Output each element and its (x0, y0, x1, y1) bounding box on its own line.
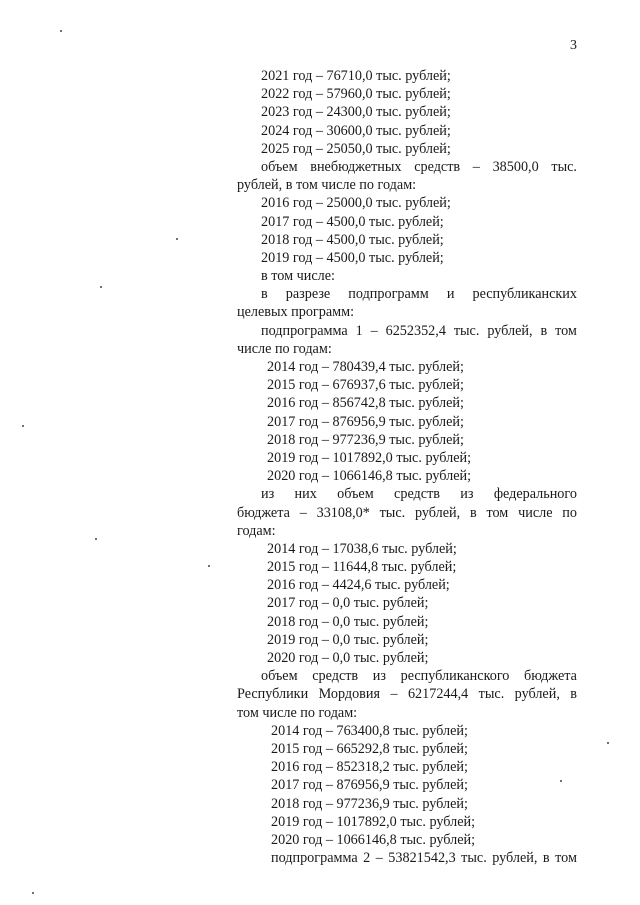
text-line: 2017 год – 0,0 тыс. рублей; (267, 595, 429, 612)
text-line: 2017 год – 876956,9 тыс. рублей; (267, 413, 464, 430)
text-word: средств (312, 668, 359, 685)
text-line: 2014 год – 780439,4 тыс. рублей; (267, 359, 464, 375)
text-word: в (261, 286, 268, 303)
text-word: числе (518, 504, 553, 521)
text-word: 33108,0* (316, 504, 370, 521)
text-word: тыс. (453, 322, 480, 339)
text-line: числе по годам: (237, 340, 332, 357)
text-word: федерального (493, 486, 577, 503)
text-line: в том числе: (261, 268, 335, 285)
text-line: 2019 год – 1017892,0 тыс. рублей; (271, 813, 476, 830)
scan-speck (22, 425, 24, 427)
text-line: 2015 год – 11644,8 тыс. рублей; (267, 559, 457, 576)
text-word: них (294, 486, 317, 503)
text-word: внебюджетных (310, 158, 402, 175)
text-word: 53821542,3 (388, 850, 456, 867)
text-word: рублей, (492, 850, 538, 867)
text-line: 2019 год – 1017892,0 тыс. рублей; (267, 449, 472, 466)
text-line: 2020 год – 1066146,8 тыс. рублей; (271, 831, 476, 848)
text-line (237, 285, 577, 303)
text-line (237, 685, 577, 703)
text-line: целевых программ: (237, 304, 355, 321)
text-word: тыс. (379, 504, 406, 521)
text-line: 2017 год – 876956,9 тыс. рублей; (271, 777, 468, 794)
text-word: в (570, 686, 577, 703)
scan-speck (208, 565, 210, 567)
text-line: 2025 год – 25050,0 тыс. рублей; (261, 140, 451, 157)
text-word: рублей, (514, 686, 560, 703)
text-word: и (446, 286, 455, 303)
text-word: в (542, 850, 550, 867)
text-line (237, 849, 577, 867)
text-line: 2023 год – 24300,0 тыс. рублей; (261, 104, 451, 121)
scan-speck (560, 780, 562, 782)
text-word: из (261, 486, 275, 503)
text-word: 1 (355, 322, 363, 339)
text-word: бюджета (524, 668, 577, 685)
text-word: тыс. (478, 686, 505, 703)
text-word: в (540, 322, 548, 339)
text-word: республиканского (400, 668, 510, 685)
scan-speck (100, 286, 102, 288)
text-line: 2015 год – 665292,8 тыс. рублей; (271, 740, 468, 757)
text-word: – (370, 322, 378, 339)
text-line: 2018 год – 977236,9 тыс. рублей; (271, 795, 468, 812)
text-line: 2020 год – 1066146,8 тыс. рублей; (267, 468, 472, 485)
text-word: – (390, 686, 398, 703)
text-word: 2 (363, 850, 371, 867)
text-word: разрезе (285, 286, 331, 303)
text-line: 2014 год – 17038,6 тыс. рублей; (267, 540, 457, 557)
text-line: 2022 год – 57960,0 тыс. рублей; (261, 86, 451, 103)
text-word: объем (261, 158, 298, 175)
text-line (237, 485, 577, 503)
scan-speck (32, 892, 34, 894)
text-word: подпрограмма (271, 850, 358, 867)
text-line: 2021 год – 76710,0 тыс. рублей; (261, 68, 451, 84)
text-line: 2020 год – 0,0 тыс. рублей; (267, 650, 429, 666)
text-word: Мордовия (318, 686, 381, 703)
text-word: рублей, (414, 504, 461, 521)
text-line: 2015 год – 676937,6 тыс. рублей; (267, 377, 464, 394)
text-line (237, 667, 577, 685)
text-line: 2019 год – 4500,0 тыс. рублей; (261, 249, 444, 266)
text-line (237, 504, 577, 522)
document-body (237, 67, 577, 867)
text-line: годам: (237, 522, 276, 539)
text-word: по (562, 504, 577, 521)
text-line: 2017 год – 4500,0 тыс. рублей; (261, 213, 444, 230)
text-word: средств (414, 158, 461, 175)
text-word: подпрограмм (348, 286, 429, 303)
text-line: 2016 год – 25000,0 тыс. рублей; (261, 195, 451, 212)
text-word: – (299, 504, 307, 521)
text-word: объем (261, 668, 298, 685)
page-number: 3 (570, 38, 577, 53)
text-word: том (555, 850, 577, 867)
text-word: Республики (237, 686, 309, 703)
text-line: 2016 год – 856742,8 тыс. рублей; (267, 395, 464, 412)
text-line: 2014 год – 763400,8 тыс. рублей; (271, 722, 468, 739)
text-word: тыс. (551, 158, 577, 175)
text-word: республиканских (472, 286, 577, 303)
scan-speck (95, 538, 97, 540)
scan-speck (176, 238, 178, 240)
text-word: в (469, 504, 477, 521)
text-line: 2018 год – 977236,9 тыс. рублей; (267, 431, 464, 448)
text-word: – (375, 850, 383, 867)
text-line: 2018 год – 0,0 тыс. рублей; (267, 613, 429, 630)
text-word: том (486, 504, 509, 521)
text-line: 2018 год – 4500,0 тыс. рублей; (261, 231, 444, 248)
text-line: 2016 год – 852318,2 тыс. рублей; (271, 759, 468, 776)
text-word: – (472, 158, 480, 175)
text-word: рублей, (487, 322, 533, 339)
scan-speck (607, 742, 609, 744)
text-line: 2019 год – 0,0 тыс. рублей; (267, 631, 429, 648)
text-line: 2016 год – 4424,6 тыс. рублей; (267, 577, 450, 594)
text-word: 38500,0 (492, 158, 539, 175)
text-word: тыс. (461, 850, 487, 867)
text-word: том (555, 322, 577, 339)
text-line: том числе по годам: (237, 704, 358, 721)
text-word: из (372, 668, 386, 685)
text-word: 6252352,4 (385, 322, 446, 339)
text-line: 2024 год – 30600,0 тыс. рублей; (261, 122, 451, 139)
scan-speck (60, 30, 62, 32)
text-word: средств (394, 486, 440, 503)
text-word: из (460, 486, 474, 503)
text-line (237, 158, 577, 176)
text-word: бюджета (237, 504, 290, 521)
text-word: подпрограмма (261, 322, 348, 339)
text-line: рублей, в том числе по годам: (237, 177, 417, 194)
text-line (237, 322, 577, 340)
text-word: 6217244,4 (407, 686, 469, 703)
text-word: объем (337, 486, 374, 503)
